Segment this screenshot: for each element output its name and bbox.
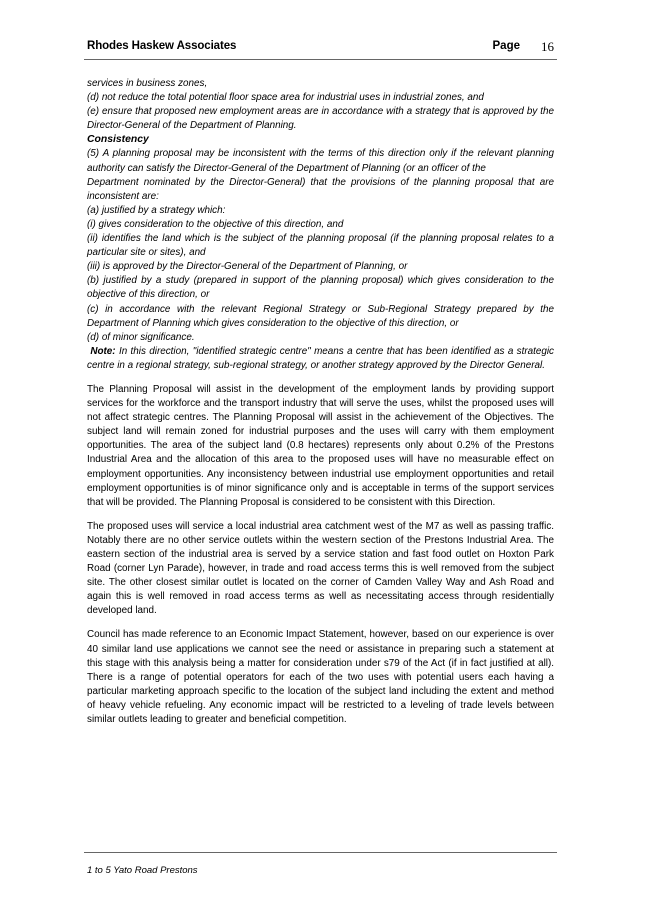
note: [87, 345, 554, 373]
note-text: In this direction, "identified strategic centre" means a centre that has been identified as a strategic centre in a regional strategy, sub-regional strategy, or another strategy approved by the Director General.: [87, 345, 554, 371]
page-label: Page: [492, 40, 520, 52]
quote-line: (i) gives consideration to the objective of this direction, and: [87, 218, 344, 230]
quote-line: (c) in accordance with the relevant Regional Strategy or Sub-Regional Strategy prepared by the Department of Planning which gives consideration to the objective of this direction, or: [87, 303, 554, 329]
consistency-heading: Consistency: [87, 134, 149, 146]
quote-line: Department nominated by the Director-General) that the provisions of the planning proposal that are inconsistent are:: [87, 176, 554, 202]
page-number: 16: [541, 39, 554, 54]
body-paragraph: The proposed uses will service a local industrial area catchment west of the M7 as well as passing traffic. Notably there are no other service outlets within the western section of the Prestons Industrial Area. The eastern section of the industrial area is served by a service station and fast food outlet on Hoxton Park Road (corner Lyn Parade), however, in trade and road access terms this is well removed from the subject site. The other closest similar outlet is located on the corner of Camden Valley Way and Ash Road and again this is well removed in road access terms as well as necessitating access through residentially developed land.: [87, 520, 554, 617]
quote-line: (d) not reduce the total potential floor space area for industrial uses in industrial zones, and: [87, 92, 484, 104]
note-label: Note:: [90, 345, 116, 357]
quote-line: (e) ensure that proposed new employment areas are in accordance with a strategy that is approved by the Director-General of the Department of Planning.: [87, 106, 554, 132]
quote-line: (a) justified by a strategy which:: [87, 204, 226, 216]
body-paragraph: Council has made reference to an Economic Impact Statement, however, based on our experience is over 40 similar land use applications we cannot see the need or assistance in preparing such a statement at this stage with this analysis being a matter for consideration under s79 of the Act (if in fact justified at all). There is a range of potential operators for each of the two uses with potential users each having a particular marketing approach specific to the location of the subject land including the extent and method of heavy vehicle refueling. Any economic impact will be restricted to a leveling of trade levels between similar outlets leading to greater and beneficial competition.: [87, 629, 554, 726]
organization-name: Rhodes Haskew Associates: [87, 40, 237, 52]
quote-line: (b) justified by a study (prepared in support of the planning proposal) which gives consideration to the objective of this direction, or: [87, 275, 554, 301]
footer-text: 1 to 5 Yato Road Prestons: [87, 865, 198, 876]
quote-line: services in business zones,: [87, 78, 208, 89]
body-paragraph: The Planning Proposal will assist in the development of the employment lands by providing support services for the workforce and the transport industry that will serve the uses, whilst the proposed uses will not affect strategic centres. The Planning Proposal will assist in the achievement of the Objectives. The subject land will remain zoned for industrial purposes and the uses will carry with them employment opportunities. The area of the subject land (0.8 hectares) represents only about 0.2% of the Prestons Industrial Area and the allocation of this area to the proposed uses will have no measurable effect on employment opportunities. Any inconsistency between industrial use employment opportunities and retail employment opportunities is of minor significance only and is acceptable in terms of the support services that will be provided. The Planning Proposal is considered to be consistent with this Direction.: [87, 383, 554, 508]
quote-line: (iii) is approved by the Director-General of the Department of Planning, or: [87, 261, 408, 273]
quote-line: (d) of minor significance.: [87, 331, 195, 343]
quoted-direction: [87, 77, 554, 373]
page-header: [87, 40, 554, 54]
header-rule: [84, 59, 557, 60]
footer-rule: [84, 852, 557, 853]
page-body: [87, 77, 554, 737]
quote-line: (ii) identifies the land which is the subject of the planning proposal (if the planning proposal relates to a particular site or sites), and: [87, 233, 554, 259]
quote-line: (5) A planning proposal may be inconsistent with the terms of this direction only if the relevant planning authority can satisfy the Director-General of the Department of Planning (or an officer of the: [87, 148, 554, 174]
